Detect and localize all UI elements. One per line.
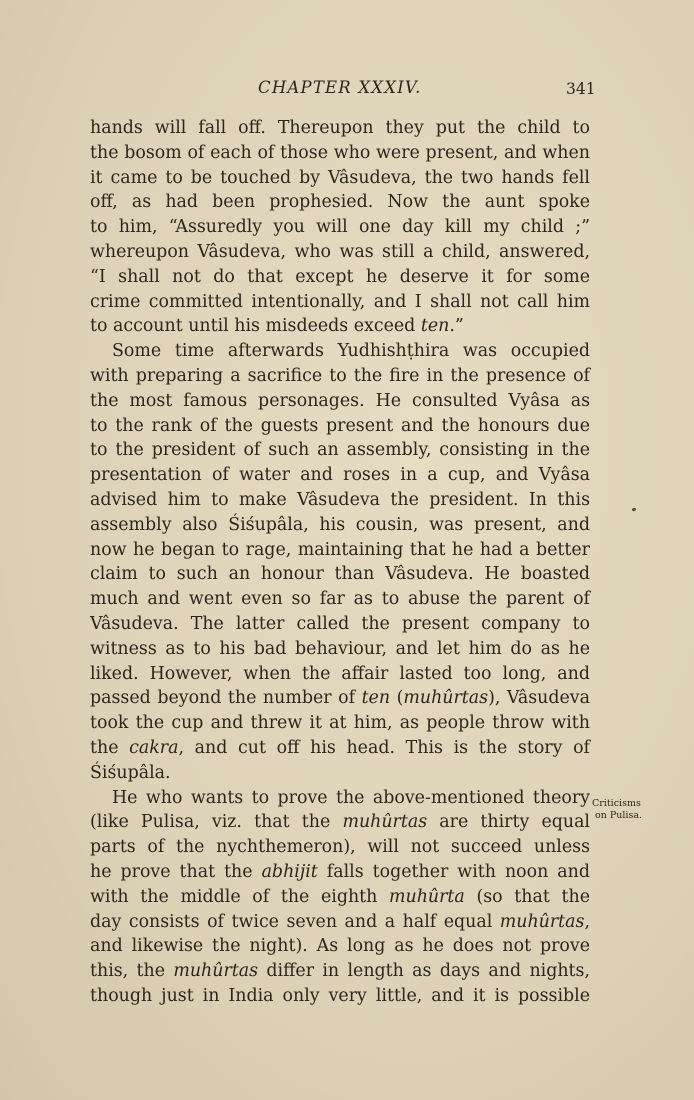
text-line: witness as to his bad behaviour, and let him do as he bbox=[90, 638, 590, 659]
text-line: and likewise the night). As long as he does not prove bbox=[90, 936, 590, 957]
body-text bbox=[90, 116, 590, 1009]
text-line: the bosom of each of those who were present, and when bbox=[90, 142, 590, 163]
paragraph-start: Some time afterwards Yudhishṭhira was occupied bbox=[112, 341, 590, 362]
text-line: “I shall not do that except he deserve it for some bbox=[90, 266, 590, 287]
text-line: the most famous personages. He consulted Vyâsa as bbox=[90, 390, 590, 411]
paragraph-start: He who wants to prove the above-mentioned theory bbox=[112, 787, 590, 808]
marginal-note bbox=[592, 798, 642, 822]
text-line: liked. However, when the affair lasted too long, and bbox=[90, 663, 590, 684]
text-line: day consists of twice seven and a half equal muhûrtas, bbox=[90, 911, 590, 932]
text-line: with preparing a sacrifice to the fire in the presence of bbox=[90, 365, 590, 386]
text-line: passed beyond the number of ten (muhûrtas), Vâsudeva bbox=[90, 688, 590, 709]
text-line: whereupon Vâsudeva, who was still a child, answered, bbox=[90, 241, 590, 262]
page-number: 341 bbox=[566, 80, 596, 98]
text-line: claim to such an honour than Vâsudeva. He boasted bbox=[90, 564, 590, 585]
text-line: took the cup and threw it at him, as people throw with bbox=[90, 713, 590, 734]
text-line: now he began to rage, maintaining that he had a better bbox=[90, 539, 590, 560]
text-line: to account until his misdeeds exceed ten.” bbox=[90, 316, 464, 337]
marginal-note-line: Criticisms bbox=[592, 798, 641, 809]
text-line: the cakra, and cut off his head. This is the story of bbox=[90, 737, 590, 758]
text-line: hands will fall off. Thereupon they put the child to bbox=[90, 118, 590, 138]
marginal-note-line: on Pulisa. bbox=[595, 810, 643, 821]
text-line: assembly also Śiśupâla, his cousin, was present, and bbox=[90, 514, 590, 535]
ink-speck bbox=[632, 507, 637, 511]
text-line: (like Pulisa, viz. that the muhûrtas are thirty equal bbox=[90, 812, 590, 833]
text-line: much and went even so far as to abuse the parent of bbox=[90, 589, 590, 610]
text-line: this, the muhûrtas differ in length as days and nights, bbox=[90, 961, 590, 982]
page-header bbox=[90, 78, 596, 104]
text-line: he prove that the abhijit falls together with noon and bbox=[90, 861, 590, 882]
text-line: advised him to make Vâsudeva the president. In this bbox=[90, 489, 590, 510]
text-line: to the rank of the guests present and the honours due bbox=[90, 415, 590, 436]
text-line: Śiśupâla. bbox=[90, 762, 171, 783]
text-line: Vâsudeva. The latter called the present company to bbox=[90, 613, 590, 634]
text-line: though just in India only very little, and it is possible bbox=[90, 985, 590, 1006]
text-line: to him, “Assuredly you will one day kill my child ;” bbox=[90, 217, 590, 238]
text-line: it came to be touched by Vâsudeva, the two hands fell bbox=[90, 167, 590, 188]
running-head: CHAPTER XXXIV. bbox=[258, 78, 422, 97]
text-line: parts of the nychthemeron), will not succeed unless bbox=[90, 837, 590, 858]
text-line: presentation of water and roses in a cup, and Vyâsa bbox=[90, 465, 590, 486]
text-line: crime committed intentionally, and I shall not call him bbox=[90, 291, 590, 312]
text-line: to the president of such an assembly, consisting in the bbox=[90, 440, 590, 461]
text-line: off, as had been prophesied. Now the aunt spoke bbox=[90, 192, 590, 213]
text-line: with the middle of the eighth muhûrta (so that the bbox=[90, 886, 590, 907]
